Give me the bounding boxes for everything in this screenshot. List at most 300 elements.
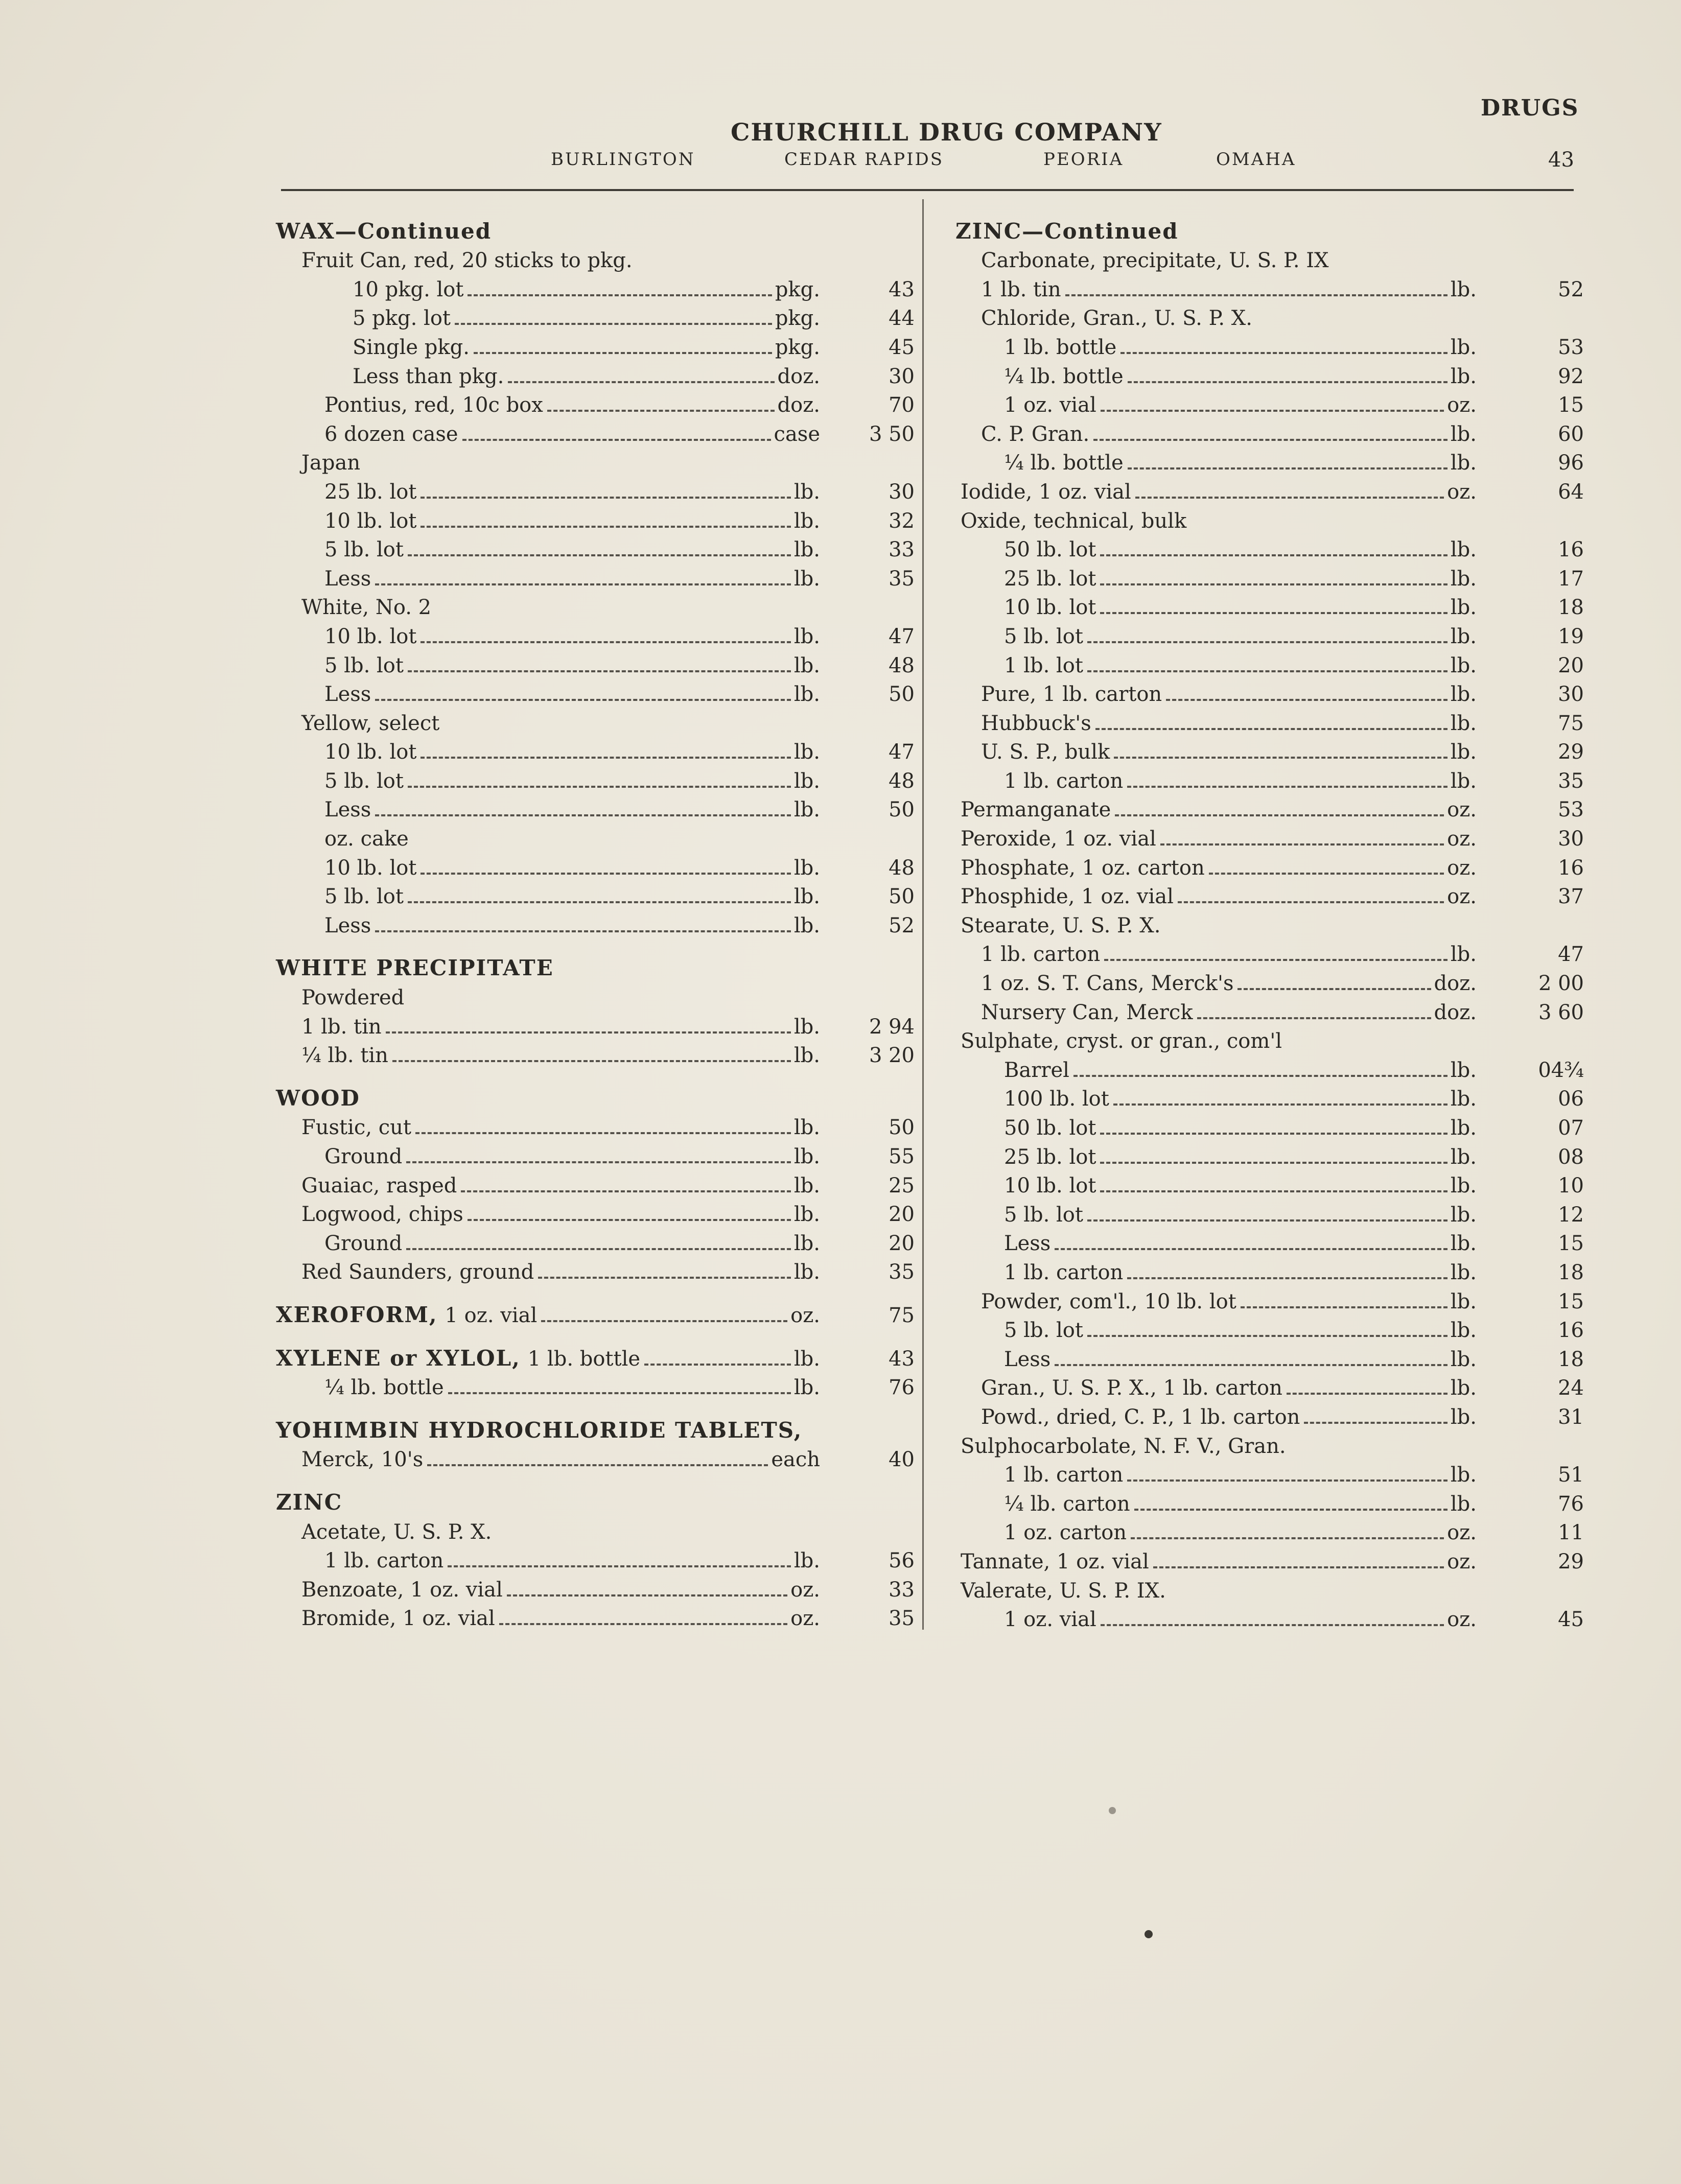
item-label: 10 pkg. lot (353, 277, 464, 301)
item-price: 33 (889, 1578, 915, 1602)
leader-dashes (1087, 670, 1447, 672)
item-price: 04¾ (1538, 1058, 1584, 1082)
leader-dashes (1087, 641, 1447, 643)
right-price-column (955, 215, 1584, 1631)
item-label: Benzoate, 1 oz. vial (301, 1578, 503, 1602)
leader-dashes (1178, 901, 1444, 903)
leader-dashes (468, 294, 772, 296)
item-label: 5 lb. lot (1004, 624, 1083, 648)
item-price: 15 (1558, 1232, 1584, 1256)
price-list-row (276, 244, 915, 273)
item-unit: lb. (1450, 769, 1477, 793)
item-unit: doz. (777, 364, 820, 388)
item-price: 20 (889, 1203, 915, 1227)
price-list-row (955, 1516, 1584, 1545)
leader-dashes (1197, 1017, 1431, 1019)
item-unit: oz. (1447, 885, 1477, 909)
price-list-row (955, 793, 1584, 822)
item-unit: lb. (793, 480, 820, 504)
item-price: 18 (1558, 1260, 1584, 1284)
price-list-row (276, 301, 915, 331)
price-list-row (276, 1139, 915, 1168)
leader-dashes (644, 1364, 791, 1366)
price-list-row (955, 821, 1584, 851)
item-price: 3 50 (869, 422, 915, 446)
leader-dashes (408, 670, 791, 672)
price-list-row (955, 880, 1584, 909)
price-list-row (955, 966, 1584, 995)
leader-dashes (408, 554, 791, 556)
item-label: Logwood, chips (301, 1203, 463, 1227)
item-unit: lb. (793, 1347, 820, 1371)
leader-dashes (1087, 1219, 1447, 1222)
section-heading (276, 952, 915, 981)
item-label: ¼ lb. carton (1004, 1492, 1130, 1516)
heading-text: WAX—Continued (276, 218, 492, 244)
item-label: Carbonate, precipitate, U. S. P. IX (981, 249, 1329, 273)
company-name: CHURCHILL DRUG COMPANY (731, 119, 1162, 147)
price-list-row (276, 980, 915, 1009)
item-unit: doz. (777, 393, 820, 417)
item-price: 75 (889, 1303, 915, 1327)
leader-dashes (468, 1219, 791, 1221)
price-list-row (276, 677, 915, 707)
item-unit: oz. (790, 1303, 820, 1327)
item-unit: lb. (1450, 1319, 1477, 1343)
leader-dashes (1113, 1103, 1447, 1106)
item-price: 3 60 (1538, 1000, 1584, 1024)
item-price: 50 (889, 798, 915, 822)
price-list-row (955, 591, 1584, 620)
item-unit: lb. (793, 1376, 820, 1400)
price-list-row (955, 995, 1584, 1024)
item-unit: lb. (1450, 943, 1477, 967)
price-list-row (276, 1009, 915, 1039)
ink-speck (1109, 1807, 1116, 1814)
item-label: Less (1004, 1347, 1051, 1371)
item-label: 25 lb. lot (1004, 567, 1096, 591)
leader-dashes (1100, 1162, 1447, 1164)
left-price-column (276, 215, 915, 1630)
item-price: 52 (889, 913, 915, 937)
leader-dashes (1101, 410, 1444, 412)
price-list-row (955, 272, 1584, 301)
price-list-row (276, 330, 915, 359)
item-label: 25 lb. lot (324, 480, 417, 504)
item-unit: oz. (1447, 856, 1477, 880)
price-list-row (276, 1515, 915, 1544)
price-list-row (955, 1574, 1584, 1603)
item-label: Pontius, red, 10c box (324, 393, 543, 417)
item-price: 16 (1558, 1319, 1584, 1343)
price-list-row (955, 1400, 1584, 1429)
item-label: Powdered (301, 986, 405, 1010)
item-unit: lb. (793, 567, 820, 591)
item-unit: lb. (1450, 277, 1477, 301)
leader-dashes (415, 1132, 791, 1134)
item-label: Phosphate, 1 oz. carton (961, 856, 1205, 880)
item-label: Peroxide, 1 oz. vial (961, 827, 1156, 851)
leader-dashes (1127, 786, 1447, 788)
item-label: Pure, 1 lb. carton (981, 683, 1162, 707)
price-list-row (276, 764, 915, 793)
item-price: 16 (1558, 856, 1584, 880)
price-list-row (955, 1111, 1584, 1140)
leader-dashes (448, 1565, 791, 1567)
price-list-row (276, 1371, 915, 1400)
item-label: 100 lb. lot (1004, 1087, 1109, 1111)
item-price: 70 (889, 393, 915, 417)
price-list-row (276, 735, 915, 764)
item-label: 1 lb. bottle (1004, 335, 1117, 359)
leader-dashes (508, 381, 774, 383)
leader-dashes (408, 901, 791, 903)
price-list-row (955, 1197, 1584, 1227)
price-list-row (955, 1603, 1584, 1632)
item-unit: lb. (1450, 653, 1477, 677)
item-unit: lb. (793, 1260, 820, 1284)
item-unit: lb. (1450, 1492, 1477, 1516)
heading-text: WHITE PRECIPITATE (276, 955, 554, 981)
item-label: 25 lb. lot (1004, 1145, 1096, 1169)
heading-text: WOOD (276, 1085, 360, 1111)
item-label: 1 lb. carton (1004, 1463, 1124, 1487)
item-label: Less (324, 798, 371, 822)
price-list-row (955, 388, 1584, 417)
item-unit: lb. (1450, 740, 1477, 764)
price-list-row (276, 504, 915, 533)
item-unit: oz. (1447, 1521, 1477, 1545)
item-unit: doz. (1434, 1000, 1477, 1024)
item-unit: lb. (1450, 1463, 1477, 1487)
item-unit: pkg. (775, 335, 820, 359)
leader-dashes (1160, 843, 1444, 846)
price-list-row (955, 1053, 1584, 1082)
price-list-row (276, 851, 915, 880)
price-list-row (955, 851, 1584, 880)
item-label: Tannate, 1 oz. vial (961, 1549, 1149, 1574)
item-unit: lb. (1450, 1145, 1477, 1169)
item-label: 5 lb. lot (324, 885, 404, 909)
item-label: Less (324, 683, 371, 707)
item-unit: lb. (793, 798, 820, 822)
item-label: Sulphocarbolate, N. F. V., Gran. (961, 1434, 1286, 1458)
item-label: U. S. P., bulk (981, 740, 1110, 764)
price-list-row (955, 1429, 1584, 1458)
item-label: Iodide, 1 oz. vial (961, 480, 1131, 504)
price-list-row (276, 591, 915, 620)
item-label: 1 lb. tin (981, 277, 1061, 301)
item-label: ¼ lb. tin (301, 1044, 388, 1068)
leader-dashes (1128, 467, 1447, 469)
item-label: Phosphide, 1 oz. vial (961, 885, 1174, 909)
column-divider (922, 199, 924, 1630)
item-price: 53 (1558, 798, 1584, 822)
leader-dashes (1100, 1190, 1447, 1192)
item-label: Sulphate, cryst. or gran., com'l (961, 1029, 1282, 1053)
leader-dashes (1087, 1335, 1447, 1337)
item-price: 76 (889, 1376, 915, 1400)
leader-dashes (392, 1060, 791, 1062)
heading-text: XYLENE or XYLOL, (276, 1345, 521, 1371)
price-list-row (276, 1226, 915, 1255)
item-unit: oz. (1447, 1549, 1477, 1574)
heading-detail: 1 oz. vial (445, 1303, 538, 1327)
leader-dashes (538, 1277, 791, 1279)
leader-dashes (375, 699, 791, 701)
price-list-row (276, 880, 915, 909)
item-unit: pkg. (775, 277, 820, 301)
item-price: 32 (889, 509, 915, 533)
item-price: 53 (1558, 335, 1584, 359)
item-label: Chloride, Gran., U. S. P. X. (981, 307, 1252, 331)
leader-dashes (1055, 1248, 1447, 1250)
leader-dashes (1100, 554, 1447, 556)
leader-dashes (1128, 381, 1447, 383)
price-list-row (955, 677, 1584, 707)
leader-dashes (474, 352, 772, 354)
item-unit: oz. (790, 1578, 820, 1602)
leader-dashes (1100, 583, 1447, 585)
price-list-row (955, 764, 1584, 793)
price-list-row (955, 937, 1584, 967)
price-list-row (955, 1024, 1584, 1053)
item-unit: lb. (793, 769, 820, 793)
leader-dashes (1065, 294, 1447, 296)
leader-dashes (375, 930, 791, 932)
item-price: 40 (889, 1448, 915, 1472)
item-unit: lb. (793, 1173, 820, 1197)
price-list-row (955, 1140, 1584, 1169)
item-label: 1 lb. carton (981, 943, 1101, 967)
item-label: Japan (301, 451, 361, 475)
item-label: Merck, 10's (301, 1448, 424, 1472)
section-heading (276, 1414, 915, 1443)
item-price: 15 (1558, 393, 1584, 417)
price-list-row (955, 1371, 1584, 1400)
price-list-row (276, 475, 915, 504)
item-label: 5 lb. lot (324, 769, 404, 793)
section-heading (276, 1342, 915, 1371)
item-label: C. P. Gran. (981, 422, 1090, 446)
leader-dashes (1241, 1306, 1447, 1308)
item-price: 47 (1558, 943, 1584, 967)
item-price: 43 (889, 1347, 915, 1371)
price-list-row (955, 648, 1584, 677)
leader-dashes (1093, 439, 1447, 441)
item-price: 29 (1558, 740, 1584, 764)
leader-dashes (421, 641, 790, 643)
price-list-row (955, 1227, 1584, 1256)
item-label: Nursery Can, Merck (981, 1000, 1193, 1024)
leader-dashes (1115, 814, 1444, 816)
item-unit: lb. (793, 653, 820, 677)
item-price: 48 (889, 856, 915, 880)
price-list-row (955, 1487, 1584, 1516)
leader-dashes (421, 497, 790, 499)
item-label: Less than pkg. (353, 364, 504, 388)
price-list-row (955, 1082, 1584, 1111)
price-list-row (276, 1039, 915, 1068)
leader-dashes (1100, 612, 1447, 614)
item-label: 1 lb. tin (301, 1015, 382, 1039)
leader-dashes (408, 786, 791, 788)
item-label: 1 oz. carton (1004, 1521, 1127, 1545)
item-label: Fustic, cut (301, 1116, 411, 1140)
item-label: Less (324, 567, 371, 591)
item-unit: oz. (1447, 798, 1477, 822)
item-unit: lb. (1450, 1203, 1477, 1227)
item-price: 30 (1558, 827, 1584, 851)
item-price: 35 (889, 1607, 915, 1631)
price-list-row (276, 1197, 915, 1227)
price-list-row (276, 1255, 915, 1284)
price-list-row (276, 1572, 915, 1602)
item-price: 64 (1558, 480, 1584, 504)
item-price: 2 00 (1538, 972, 1584, 996)
item-unit: lb. (793, 1549, 820, 1573)
item-label: 1 oz. vial (1004, 393, 1096, 417)
item-unit: lb. (1450, 538, 1477, 562)
item-price: 33 (889, 538, 915, 562)
item-label: Bromide, 1 oz. vial (301, 1607, 495, 1631)
header-rule (281, 189, 1574, 191)
price-list-row (955, 1255, 1584, 1284)
item-label: 50 lb. lot (1004, 1116, 1096, 1140)
item-unit: lb. (1450, 596, 1477, 620)
item-label: Powder, com'l., 10 lb. lot (981, 1289, 1236, 1313)
item-price: 2 94 (869, 1015, 915, 1039)
item-price: 18 (1558, 596, 1584, 620)
price-list-row (955, 533, 1584, 562)
page-number: 43 (1548, 148, 1574, 172)
item-unit: lb. (793, 913, 820, 937)
item-label: 1 lb. carton (1004, 769, 1124, 793)
item-price: 06 (1558, 1087, 1584, 1111)
item-label: Valerate, U. S. P. IX. (961, 1579, 1166, 1603)
item-unit: lb. (793, 1203, 820, 1227)
item-price: 50 (889, 1116, 915, 1140)
price-list-row (955, 359, 1584, 388)
leader-dashes (1055, 1364, 1447, 1366)
item-price: 24 (1558, 1376, 1584, 1400)
item-unit: each (771, 1448, 820, 1472)
leader-dashes (448, 1392, 791, 1394)
item-label: Hubbuck's (981, 711, 1091, 735)
item-price: 60 (1558, 422, 1584, 446)
item-unit: lb. (1450, 1376, 1477, 1400)
item-unit: oz. (1447, 393, 1477, 417)
item-label: Oxide, technical, bulk (961, 509, 1187, 533)
item-price: 45 (1558, 1608, 1584, 1632)
leader-dashes (421, 873, 790, 875)
leader-dashes (1073, 1075, 1447, 1077)
leader-dashes (1114, 757, 1447, 759)
item-unit: lb. (793, 740, 820, 764)
item-label: 1 oz. vial (1004, 1608, 1096, 1632)
city-cedar-rapids: CEDAR RAPIDS (784, 149, 944, 170)
item-unit: lb. (1450, 1174, 1477, 1198)
section-heading (955, 215, 1584, 244)
item-unit: lb. (793, 1116, 820, 1140)
item-unit: lb. (1450, 1289, 1477, 1313)
item-unit: lb. (1450, 711, 1477, 735)
item-unit: lb. (793, 624, 820, 648)
item-price: 07 (1558, 1116, 1584, 1140)
item-price: 48 (889, 769, 915, 793)
leader-dashes (455, 323, 772, 325)
price-list-row (955, 475, 1584, 504)
item-label: 5 lb. lot (1004, 1319, 1083, 1343)
item-label: 5 lb. lot (1004, 1203, 1083, 1227)
item-price: 44 (889, 307, 915, 331)
item-label: 1 oz. S. T. Cans, Merck's (981, 972, 1234, 996)
leader-dashes (375, 583, 791, 585)
item-unit: oz. (790, 1607, 820, 1631)
price-list-row (276, 417, 915, 446)
item-label: 10 lb. lot (1004, 596, 1096, 620)
city-omaha: OMAHA (1216, 149, 1296, 170)
leader-dashes (1135, 497, 1444, 499)
price-list-row (955, 417, 1584, 446)
item-label: Ground (324, 1231, 403, 1255)
leader-dashes (541, 1320, 787, 1322)
price-list-row (276, 561, 915, 591)
item-price: 50 (889, 885, 915, 909)
item-price: 35 (889, 1260, 915, 1284)
price-list-row (955, 1284, 1584, 1313)
item-unit: lb. (1450, 364, 1477, 388)
item-label: White, No. 2 (301, 596, 432, 620)
leader-dashes (1134, 1509, 1447, 1511)
item-label: Acetate, U. S. P. X. (301, 1520, 492, 1544)
item-label: Powd., dried, C. P., 1 lb. carton (981, 1405, 1300, 1429)
price-list-row (955, 561, 1584, 591)
price-list-row (955, 330, 1584, 359)
leader-dashes (1095, 728, 1447, 730)
item-label: Yellow, select (301, 711, 440, 735)
price-list-row (276, 1111, 915, 1140)
heading-text: YOHIMBIN HYDROCHLORIDE TABLETS, (276, 1417, 803, 1443)
item-unit: oz. (1447, 480, 1477, 504)
item-price: 25 (889, 1173, 915, 1197)
item-price: 52 (1558, 277, 1584, 301)
item-price: 30 (1558, 683, 1584, 707)
ink-speck (1145, 1930, 1153, 1938)
price-list-row (955, 1544, 1584, 1574)
item-price: 30 (889, 480, 915, 504)
item-unit: lb. (1450, 1347, 1477, 1371)
price-list-row (955, 1169, 1584, 1198)
item-unit: lb. (1450, 422, 1477, 446)
leader-dashes (1120, 352, 1447, 354)
heading-text: ZINC (276, 1489, 343, 1515)
item-label: Permanganate (961, 798, 1111, 822)
section-heading (276, 1298, 915, 1327)
item-label: Ground (324, 1145, 403, 1168)
price-list-row (955, 301, 1584, 331)
item-price: 11 (1558, 1521, 1584, 1545)
item-unit: lb. (793, 885, 820, 909)
item-label: Red Saunders, ground (301, 1260, 534, 1284)
leader-dashes (1166, 699, 1447, 701)
item-label: 1 lb. carton (324, 1549, 444, 1573)
price-list-row (276, 359, 915, 388)
item-price: 55 (889, 1145, 915, 1168)
item-label: oz. cake (324, 827, 409, 851)
leader-dashes (1127, 1277, 1447, 1279)
price-list-row (955, 735, 1584, 764)
